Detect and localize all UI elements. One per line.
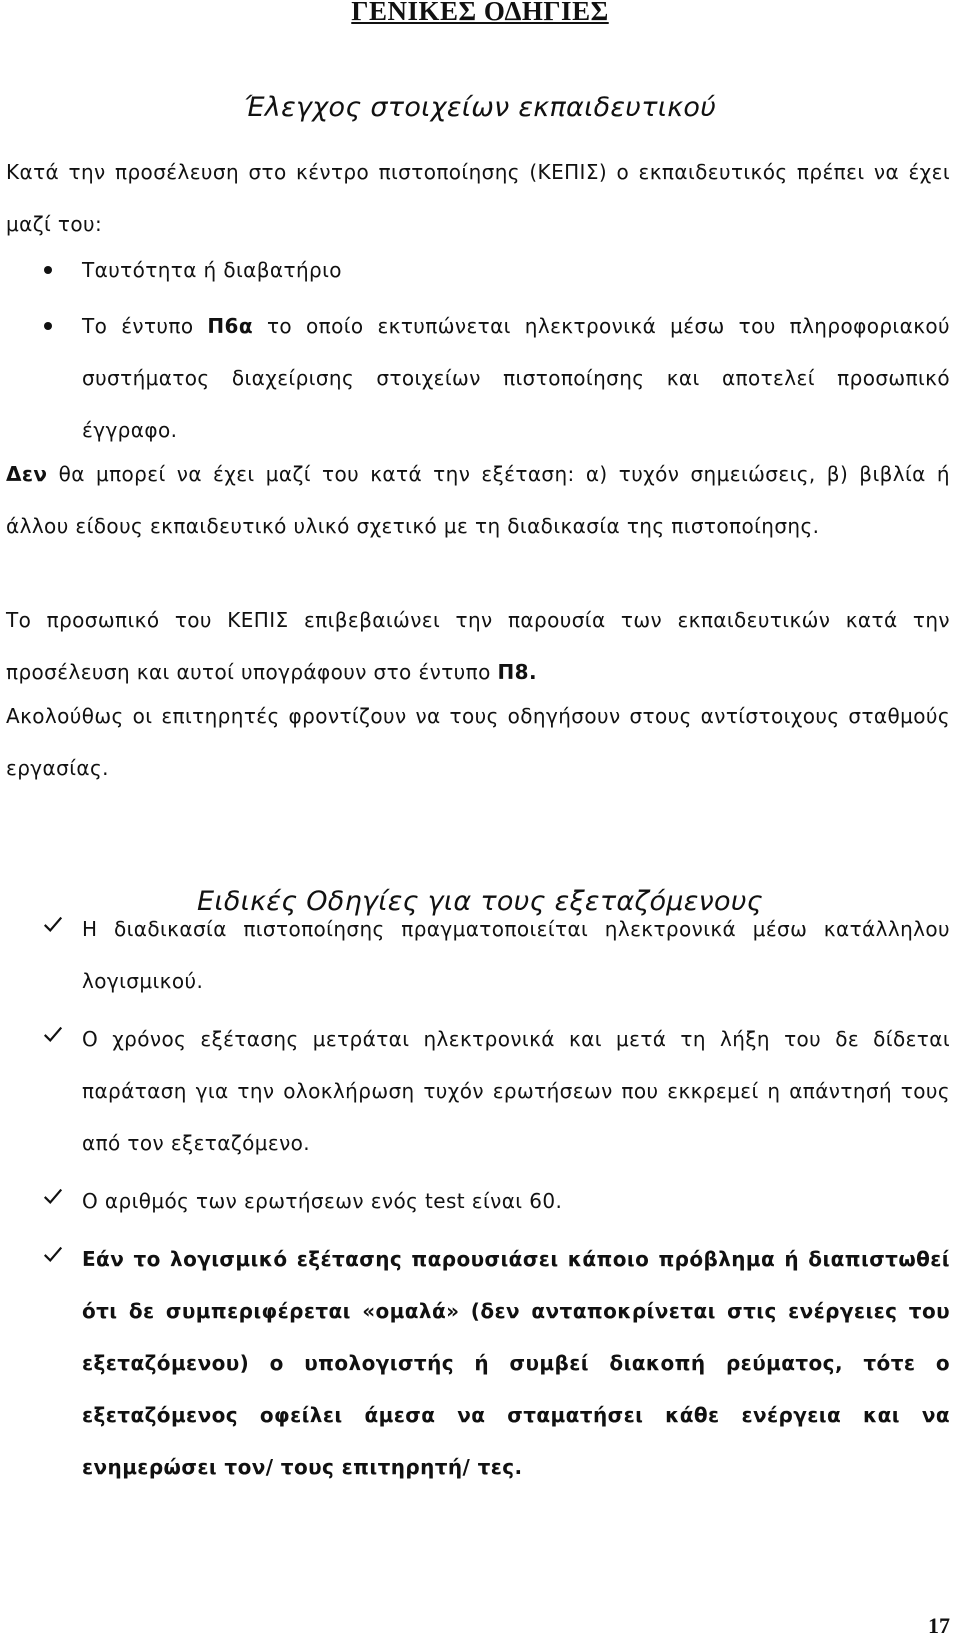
document-title: ΓΕΝΙΚΕΣ ΟΔΗΓΙΕΣ — [351, 0, 609, 26]
required-items-list — [0, 244, 950, 456]
intro-paragraph: Κατά την προσέλευση στο κέντρο πιστοποίησης (ΚΕΠΙΣ) ο εκπαιδευτικός πρέπει να έχει μαζί του: — [6, 160, 950, 236]
section-heading-special-instructions: Ειδικές Οδηγίες για τους εξεταζόμενους — [197, 886, 763, 917]
form-code: Π8. — [497, 660, 537, 684]
attendance-paragraph: Το προσωπικό του ΚΕΠΙΣ επιβεβαιώνει την παρουσία των εκπαιδευτικών κατά την προσέλευση και αυτοί υπογράφουν στο έντυπο Π8. — [6, 608, 950, 684]
checkmark-icon — [42, 913, 64, 935]
list-item-text: Ο αριθμός των ερωτήσεων ενός test είναι 60. — [82, 1189, 563, 1213]
list-item-text: Εάν το λογισμικό εξέτασης παρουσιάσει κάποιο πρόβλημα ή διαπιστωθεί ότι δε συμπεριφέρεται «ομαλά» (δεν ανταποκρίνεται στις ενέργειες του εξεταζόμενου) ο υπολογιστής ή συμβεί διακοπή ρεύματος, τότε ο εξεταζόμενος οφείλει άμεσα να σταματήσει κάθε ενέργεια και να ενημερώσει τον/ τους επιτηρητή/ τες. — [82, 1247, 950, 1479]
special-instructions-list — [0, 903, 950, 1493]
page-number: 17 — [928, 1613, 950, 1638]
checkmark-icon — [42, 1243, 64, 1265]
checkmark-icon — [42, 1185, 64, 1207]
list-item — [0, 903, 950, 1007]
list-item — [0, 300, 950, 456]
list-item-text: Το έντυπο Π6α το οποίο εκτυπώνεται ηλεκτρονικά μέσω του πληροφοριακού συστήματος διαχείρισης στοιχείων πιστοποίησης και αποτελεί προσωπικό έγγραφο. — [82, 314, 950, 442]
form-code: Π6α — [207, 314, 254, 338]
list-item-text: Ταυτότητα ή διαβατήριο — [82, 258, 342, 282]
checkmark-icon — [42, 1023, 64, 1045]
list-item — [0, 1013, 950, 1169]
list-item-text: Ο χρόνος εξέτασης μετράται ηλεκτρονικά και μετά τη λήξη του δε δίδεται παράταση για την ολοκλήρωση τυχόν ερωτήσεων που εκκρεμεί η απάντησή τους από τον εξεταζόμενο. — [82, 1027, 950, 1155]
bullet-icon — [44, 266, 52, 274]
list-item-text: Η διαδικασία πιστοποίησης πραγματοποιείται ηλεκτρονικά μέσω κατάλληλου λογισμικού. — [82, 917, 950, 993]
workstation-paragraph: Ακολούθως οι επιτηρητές φροντίζουν να τους οδηγήσουν στους αντίστοιχους σταθμούς εργασίας. — [6, 704, 950, 780]
restrictions-paragraph: Δεν θα μπορεί να έχει μαζί του κατά την εξέταση: α) τυχόν σημειώσεις, β) βιβλία ή άλλου είδους εκπαιδευτικό υλικό σχετικό με τη διαδικασία της πιστοποίησης. — [6, 462, 950, 538]
list-item — [0, 244, 950, 296]
list-item — [0, 1175, 950, 1227]
section-heading-teacher-check: Έλεγχος στοιχείων εκπαιδευτικού — [243, 92, 717, 123]
list-item — [0, 1233, 950, 1493]
bullet-icon — [44, 322, 52, 330]
